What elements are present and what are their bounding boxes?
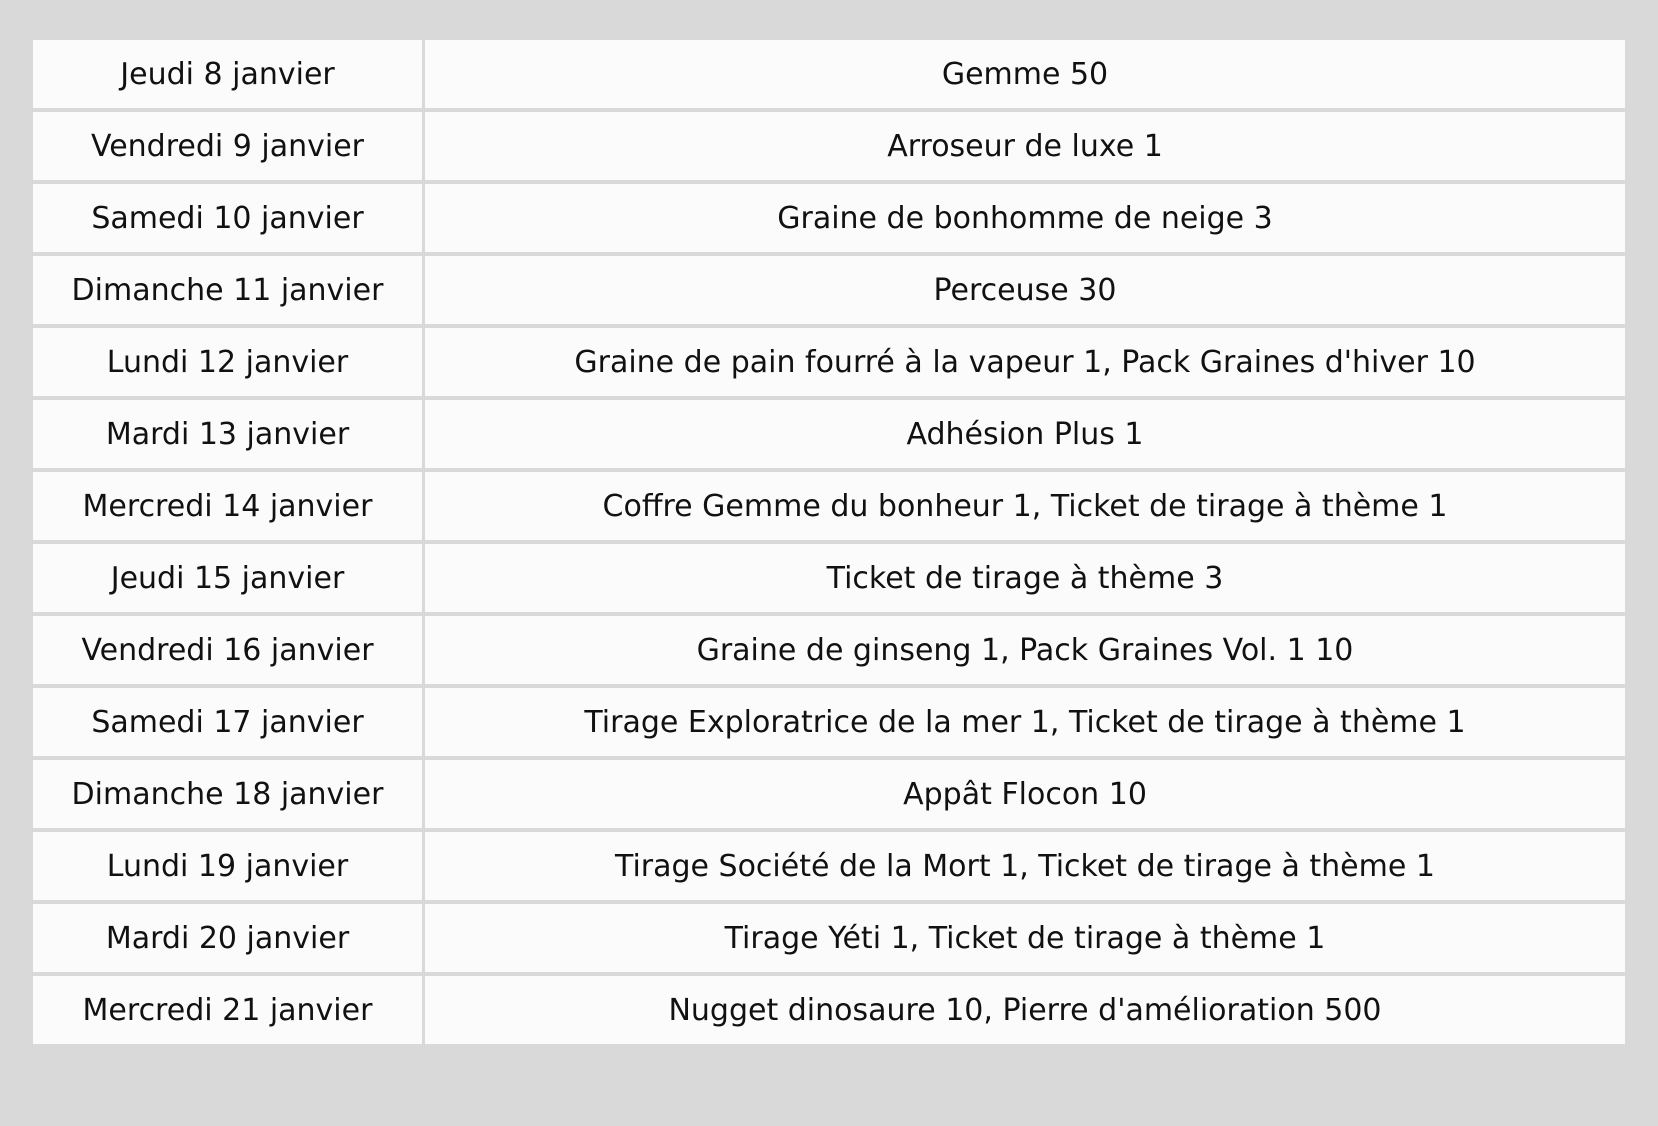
reward-cell: Tirage Société de la Mort 1, Ticket de tirage à thème 1 [425,832,1625,900]
date-cell: Lundi 19 janvier [33,832,425,900]
date-cell: Mercredi 14 janvier [33,472,425,540]
date-cell: Vendredi 16 janvier [33,616,425,684]
table-row [33,760,1625,828]
table-row [33,616,1625,684]
table-row [33,184,1625,252]
reward-cell: Ticket de tirage à thème 3 [425,544,1625,612]
date-cell: Vendredi 9 janvier [33,112,425,180]
reward-cell: Graine de bonhomme de neige 3 [425,184,1625,252]
table-row [33,544,1625,612]
reward-cell: Graine de pain fourré à la vapeur 1, Pack Graines d'hiver 10 [425,328,1625,396]
date-cell: Mardi 13 janvier [33,400,425,468]
date-cell: Samedi 10 janvier [33,184,425,252]
reward-cell: Coffre Gemme du bonheur 1, Ticket de tirage à thème 1 [425,472,1625,540]
table-row [33,256,1625,324]
reward-table [33,36,1625,1048]
reward-cell: Arroseur de luxe 1 [425,112,1625,180]
table-row [33,904,1625,972]
table-row [33,112,1625,180]
date-cell: Lundi 12 janvier [33,328,425,396]
table-row [33,40,1625,108]
reward-cell: Appât Flocon 10 [425,760,1625,828]
reward-cell: Tirage Yéti 1, Ticket de tirage à thème 1 [425,904,1625,972]
reward-table-body [33,40,1625,1044]
table-row [33,832,1625,900]
reward-cell: Perceuse 30 [425,256,1625,324]
reward-cell: Nugget dinosaure 10, Pierre d'amélioration 500 [425,976,1625,1044]
date-cell: Dimanche 11 janvier [33,256,425,324]
table-row [33,472,1625,540]
date-cell: Mercredi 21 janvier [33,976,425,1044]
reward-cell: Adhésion Plus 1 [425,400,1625,468]
reward-calendar [33,36,1625,1048]
table-row [33,400,1625,468]
date-cell: Dimanche 18 janvier [33,760,425,828]
date-cell: Jeudi 15 janvier [33,544,425,612]
date-cell: Jeudi 8 janvier [33,40,425,108]
table-row [33,328,1625,396]
reward-cell: Tirage Exploratrice de la mer 1, Ticket de tirage à thème 1 [425,688,1625,756]
table-row [33,976,1625,1044]
reward-cell: Gemme 50 [425,40,1625,108]
reward-cell: Graine de ginseng 1, Pack Graines Vol. 1 10 [425,616,1625,684]
date-cell: Mardi 20 janvier [33,904,425,972]
table-row [33,688,1625,756]
date-cell: Samedi 17 janvier [33,688,425,756]
